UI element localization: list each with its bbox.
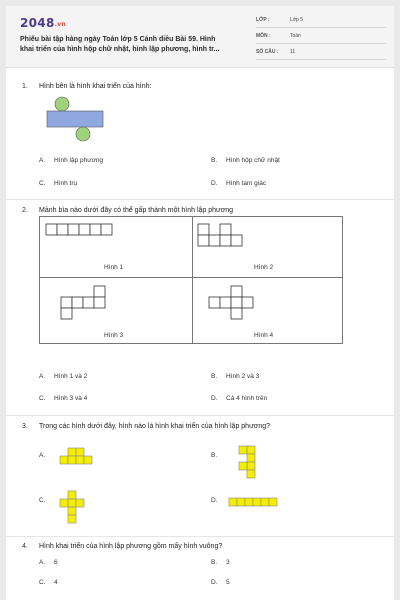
meta-question-count-value: 11 (290, 49, 296, 55)
q4-option-a-text[interactable]: 6 (54, 559, 58, 566)
q3-option-b-letter[interactable]: B. (211, 452, 218, 459)
question-2-number: 2. (22, 207, 28, 214)
q2-option-c-text[interactable]: Hình 3 và 4 (54, 395, 88, 402)
q3-option-c-net[interactable] (60, 491, 84, 523)
figure-2-caption: Hình 2 (254, 264, 274, 271)
meta-grade-value: Lớp 5 (290, 17, 304, 23)
q2-option-b-letter[interactable]: B. (211, 373, 218, 380)
q3-option-c-letter[interactable]: C. (39, 497, 46, 504)
q4-option-d-text[interactable]: 5 (226, 579, 230, 586)
q2-option-d-letter[interactable]: D. (211, 395, 218, 402)
figure-3-caption: Hình 3 (104, 332, 124, 339)
question-3-text: Trong các hình dưới đây, hình nào là hình khai triển của hình lập phương? (39, 423, 271, 430)
q3-option-a-letter[interactable]: A. (39, 452, 46, 459)
q1-option-b-letter[interactable]: B. (211, 157, 218, 164)
q4-option-c-letter[interactable]: C. (39, 579, 46, 586)
logo-suffix: .vn (54, 21, 66, 28)
meta-question-count-label: SỐ CÂU : (256, 49, 279, 55)
q2-option-a-text[interactable]: Hình 1 và 2 (54, 373, 88, 380)
q4-option-b-text[interactable]: 3 (226, 559, 230, 566)
worksheet-title-line-2: khai triển của hình hộp chữ nhật, hình lập phương, hình tr... (20, 46, 220, 53)
question-2-text: Mảnh bìa nào dưới đây có thể gấp thành một hình lập phương (39, 207, 234, 214)
q1-option-d-text[interactable]: Hình tam giác (226, 180, 267, 187)
q3-option-b-net[interactable] (239, 446, 255, 478)
q3-option-a-net[interactable] (60, 448, 92, 464)
meta-subject-label: MÔN : (256, 33, 271, 39)
q4-option-d-letter[interactable]: D. (211, 579, 218, 586)
question-3-number: 3. (22, 423, 28, 430)
figure-4-caption: Hình 4 (254, 332, 274, 339)
q4-option-a-letter[interactable]: A. (39, 559, 46, 566)
meta-grade-label: LỚP : (256, 17, 270, 23)
q1-option-c-text[interactable]: Hình trụ (54, 180, 78, 187)
q2-option-c-letter[interactable]: C. (39, 395, 46, 402)
q2-option-b-text[interactable]: Hình 2 và 3 (226, 373, 260, 380)
q3-option-d-net[interactable] (229, 498, 277, 506)
q1-option-a-text[interactable]: Hình lập phương (54, 157, 104, 164)
q3-option-d-letter[interactable]: D. (211, 497, 218, 504)
q1-option-b-text[interactable]: Hình hộp chữ nhật (226, 157, 280, 164)
q2-option-a-letter[interactable]: A. (39, 373, 46, 380)
q4-option-b-letter[interactable]: B. (211, 559, 218, 566)
q1-option-c-letter[interactable]: C. (39, 180, 46, 187)
question-1-number: 1. (22, 83, 28, 90)
question-4-text: Hình khai triển của hình lập phương gồm mấy hình vuông? (39, 543, 223, 550)
q1-option-d-letter[interactable]: D. (211, 180, 218, 187)
worksheet-page (6, 6, 394, 600)
q1-option-a-letter[interactable]: A. (39, 157, 46, 164)
q2-option-d-text[interactable]: Cả 4 hình trên (226, 395, 268, 402)
divider (6, 536, 394, 537)
meta-subject-value: Toán (290, 33, 301, 39)
question-4-number: 4. (22, 543, 28, 550)
q4-option-c-text[interactable]: 4 (54, 579, 58, 586)
logo-text: 2048 (20, 16, 55, 30)
question-1-text: Hình bên là hình khai triển của hình: (39, 83, 152, 90)
q3-nets (6, 6, 394, 600)
worksheet-title-line-1: Phiếu bài tập hàng ngày Toán lớp 5 Cánh diều Bài 59. Hình (20, 36, 216, 43)
figure-1-caption: Hình 1 (104, 264, 124, 271)
